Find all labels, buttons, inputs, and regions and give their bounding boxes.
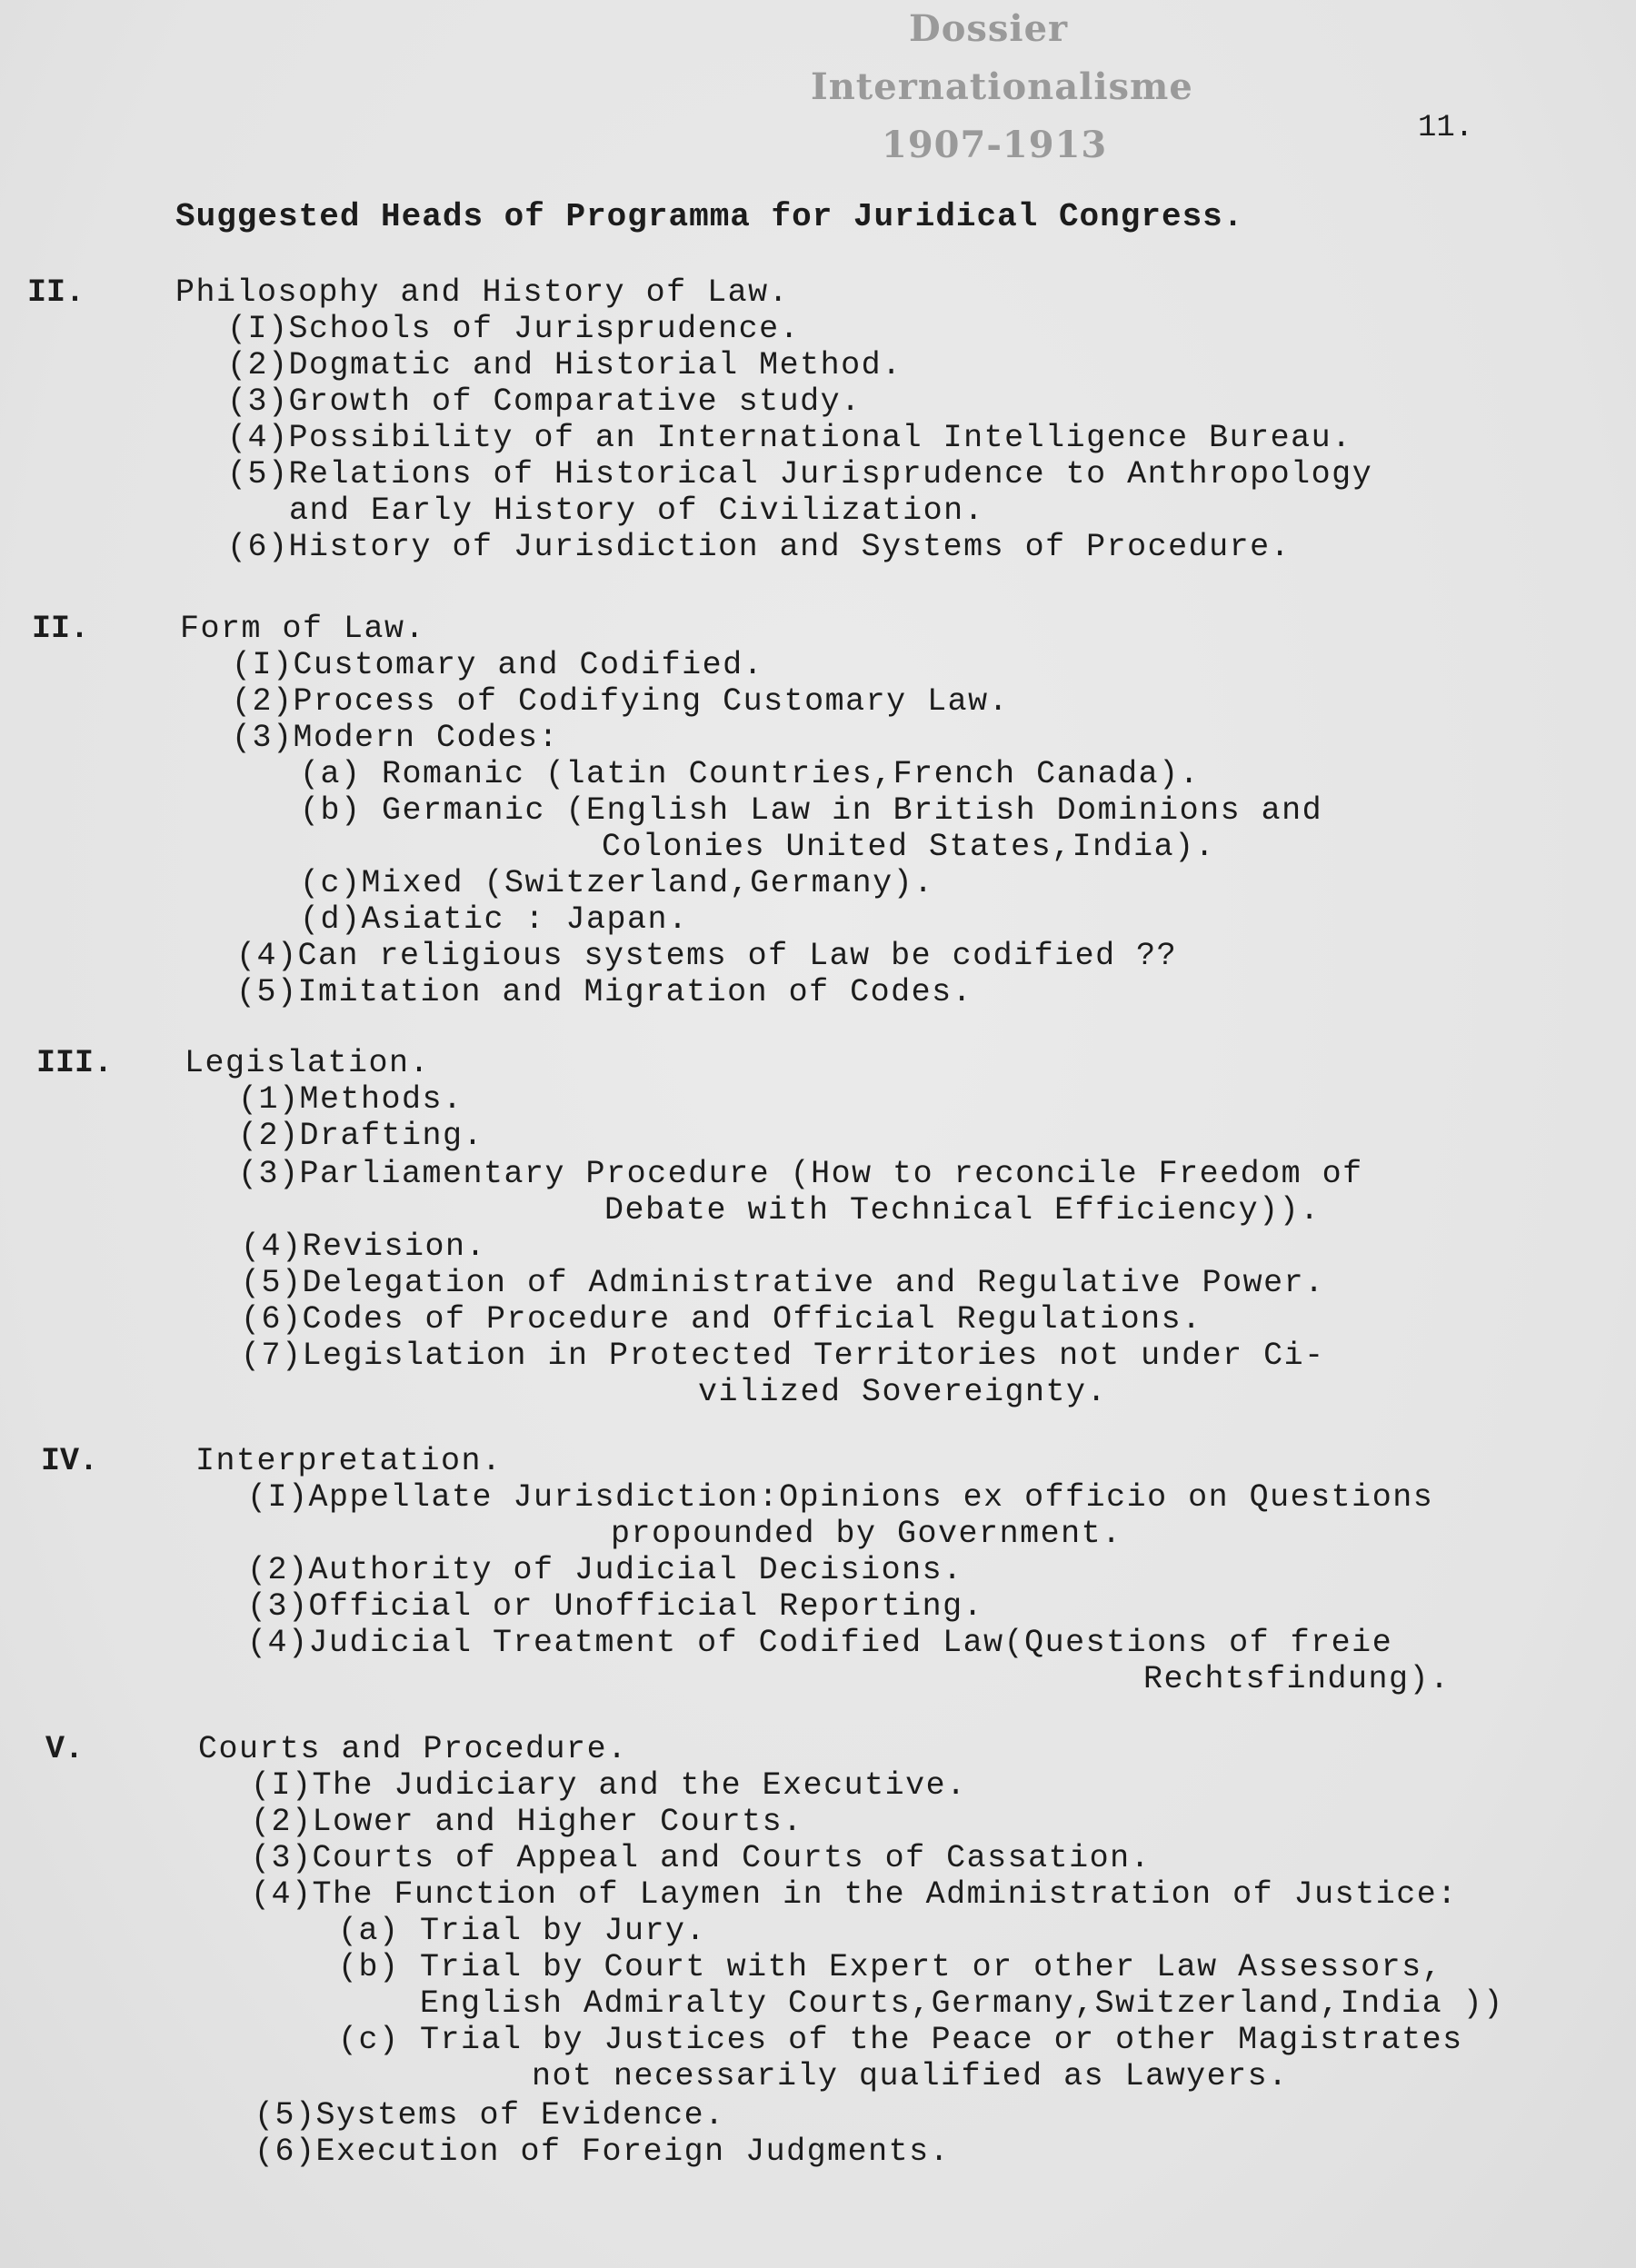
list-item: (I)Customary and Codified. xyxy=(232,647,764,683)
list-item: (2)Lower and Higher Courts. xyxy=(251,1804,803,1840)
list-item: (4)Possibility of an International Intelligence Bureau. xyxy=(227,420,1352,456)
list-item: (5)Relations of Historical Jurisprudence to Anthropology xyxy=(227,456,1373,492)
list-item: (3)Modern Codes: xyxy=(232,720,560,756)
section-numeral: II. xyxy=(27,274,85,311)
archive-stamp-line-2: Internationalisme xyxy=(811,65,1193,108)
section-heading: Form of Law. xyxy=(180,611,426,647)
list-item: (6)Execution of Foreign Judgments. xyxy=(254,2134,951,2170)
list-item: (2)Authority of Judicial Decisions. xyxy=(247,1552,963,1588)
sub-list-item: (c)Mixed (Switzerland,Germany). xyxy=(300,865,934,901)
list-item-continuation: Debate with Technical Efficiency)). xyxy=(604,1192,1321,1228)
section-numeral: III. xyxy=(36,1045,114,1081)
list-item: (5)Imitation and Migration of Codes. xyxy=(236,974,973,1010)
list-item: (6)Codes of Procedure and Official Regulations. xyxy=(241,1301,1202,1338)
sub-list-item: (a) Trial by Jury. xyxy=(338,1913,707,1949)
sub-list-item: (a) Romanic (latin Countries,French Canada). xyxy=(300,756,1201,792)
section-heading: Courts and Procedure. xyxy=(198,1731,628,1767)
section-numeral: IV. xyxy=(41,1443,99,1479)
list-item-continuation: propounded by Government. xyxy=(611,1516,1122,1552)
list-item: (I)Appellate Jurisdiction:Opinions ex officio on Questions xyxy=(247,1479,1434,1516)
list-item: (4)Revision. xyxy=(241,1228,487,1265)
list-item: (7)Legislation in Protected Territories not under Ci- xyxy=(241,1338,1325,1374)
list-item: (2)Process of Codifying Customary Law. xyxy=(232,683,1010,720)
list-item: (4)The Function of Laymen in the Administration of Justice: xyxy=(251,1876,1458,1913)
list-item: (1)Methods. xyxy=(238,1081,464,1118)
list-item: (4)Judicial Treatment of Codified Law(Questions of freie xyxy=(247,1625,1393,1661)
list-item: (2)Drafting. xyxy=(238,1118,484,1154)
list-item-continuation: vilized Sovereignty. xyxy=(698,1374,1108,1410)
section-heading: Interpretation. xyxy=(195,1443,503,1479)
list-item-continuation: and Early History of Civilization. xyxy=(289,492,985,529)
sub-list-item-continuation: not necessarily qualified as Lawyers. xyxy=(532,2058,1289,2094)
list-item: (I)Schools of Jurisprudence. xyxy=(227,311,801,347)
section-heading: Philosophy and History of Law. xyxy=(175,274,790,311)
list-item: (I)The Judiciary and the Executive. xyxy=(251,1767,967,1804)
sub-list-item-continuation: English Admiralty Courts,Germany,Switzerland,India )) xyxy=(420,1985,1504,2022)
list-item: (3)Official or Unofficial Reporting. xyxy=(247,1588,984,1625)
list-item: (6)History of Jurisdiction and Systems of Procedure. xyxy=(227,529,1292,565)
archive-stamp-line-3: 1907-1913 xyxy=(882,124,1108,166)
list-item: (3)Parliamentary Procedure (How to reconcile Freedom of xyxy=(238,1156,1363,1192)
section-numeral: V. xyxy=(45,1731,85,1767)
sub-list-item: (c) Trial by Justices of the Peace or other Magistrates xyxy=(338,2022,1463,2058)
sub-list-item: (d)Asiatic : Japan. xyxy=(300,901,689,938)
section-heading: Legislation. xyxy=(185,1045,431,1081)
sub-list-item: (b) Germanic (English Law in British Dominions and xyxy=(300,792,1323,829)
document-title: Suggested Heads of Programma for Juridical Congress. xyxy=(175,198,1244,235)
section-numeral: II. xyxy=(32,611,90,647)
sub-list-item: (b) Trial by Court with Expert or other Law Assessors, xyxy=(338,1949,1443,1985)
list-item: (3)Courts of Appeal and Courts of Cassation. xyxy=(251,1840,1152,1876)
list-item: (2)Dogmatic and Historial Method. xyxy=(227,347,903,383)
list-item-continuation: Rechtsfindung). xyxy=(1143,1661,1451,1697)
list-item: (5)Delegation of Administrative and Regulative Power. xyxy=(241,1265,1325,1301)
sub-list-item-continuation: Colonies United States,India). xyxy=(602,829,1216,865)
list-item: (4)Can religious systems of Law be codified ?? xyxy=(236,938,1178,974)
page-number: 11. xyxy=(1418,111,1474,145)
list-item: (5)Systems of Evidence. xyxy=(254,2097,725,2134)
list-item: (3)Growth of Comparative study. xyxy=(227,383,862,420)
archive-stamp-line-1: Dossier xyxy=(909,7,1069,50)
